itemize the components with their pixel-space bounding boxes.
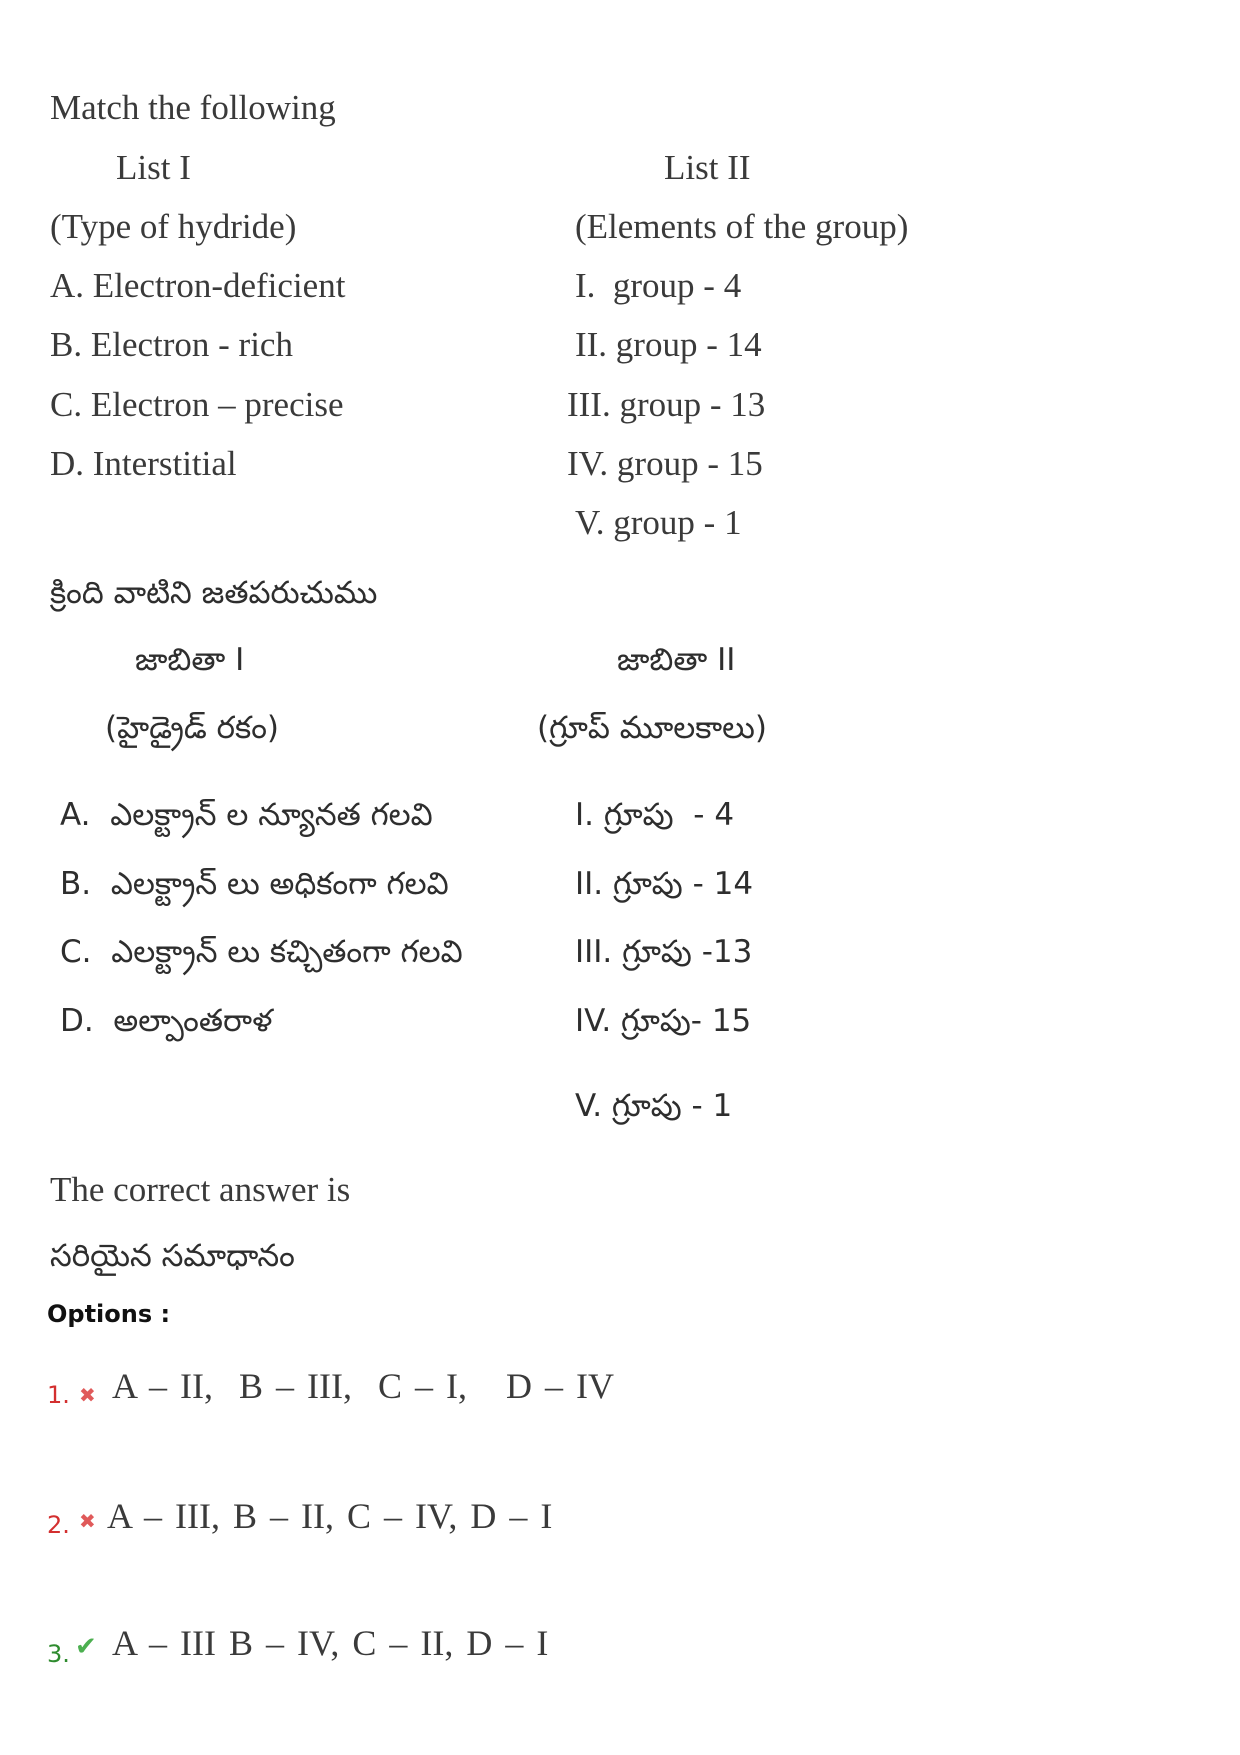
option-text: A – II, B – III, C – I, D – IV	[112, 1366, 614, 1406]
option-number: 3.	[47, 1640, 70, 1668]
option-number: 2.	[47, 1511, 70, 1539]
wrong-mark-icon: ✖	[79, 1509, 96, 1533]
list1-item-b-en: B. Electron - rich	[50, 325, 293, 364]
list2-item-1-te: I. గ్రూపు - 4	[575, 797, 735, 833]
answer-prompt-te: సరియైన సమాధానం	[50, 1238, 295, 1274]
list2-item-3-te: III. గ్రూపు -13	[575, 934, 753, 970]
checkmark-icon: ✔	[75, 1632, 97, 1662]
question-heading-te: క్రింది వాటిని జతపరుచుము	[50, 575, 378, 611]
list1-item-a-te: A. ఎలక్ట్రాన్ ల న్యూనత గలవి	[60, 797, 433, 833]
list2-item-4-te: IV. గ్రూపు- 15	[575, 1003, 752, 1039]
list1-title-te: జాబితా I	[135, 642, 245, 678]
list2-item-2-en: II. group - 14	[575, 325, 762, 364]
list1-item-a-en: A. Electron-deficient	[50, 266, 346, 305]
question-heading-en: Match the following	[50, 88, 336, 127]
list2-subtitle-en: (Elements of the group)	[575, 207, 909, 246]
option-number: 1.	[47, 1381, 70, 1409]
list1-subtitle-en: (Type of hydride)	[50, 207, 297, 246]
list2-item-3-en: III. group - 13	[567, 385, 766, 424]
list2-title-en: List II	[664, 148, 751, 187]
wrong-mark-icon: ✖	[79, 1383, 96, 1407]
list1-item-b-te: B. ఎలక్ట్రాన్ లు అధికంగా గలవి	[60, 866, 449, 902]
option-text: A – III B – IV, C – II, D – I	[112, 1623, 549, 1663]
list2-item-4-en: IV. group - 15	[567, 444, 763, 483]
answer-prompt-en: The correct answer is	[50, 1170, 351, 1209]
list2-subtitle-te: (గ్రూప్ మూలకాలు)	[537, 710, 767, 746]
list1-item-c-en: C. Electron – precise	[50, 385, 344, 424]
list1-title-en: List I	[116, 148, 191, 187]
list2-item-5-en: V. group - 1	[575, 503, 742, 542]
option-text: A – III, B – II, C – IV, D – I	[107, 1496, 553, 1536]
list2-title-te: జాబితా II	[617, 642, 736, 678]
list2-item-5-te: V. గ్రూపు - 1	[575, 1088, 733, 1124]
list2-item-1-en: I. group - 4	[575, 266, 742, 305]
list1-item-d-en: D. Interstitial	[50, 444, 237, 483]
list1-subtitle-te: (హైడ్రైడ్ రకం)	[105, 710, 280, 746]
options-label: Options :	[47, 1300, 171, 1328]
list1-item-c-te: C. ఎలక్ట్రాన్ లు కచ్చితంగా గలవి	[60, 934, 463, 970]
list2-item-2-te: II. గ్రూపు - 14	[575, 866, 754, 902]
list1-item-d-te: D. అల్పాంతరాళ	[60, 1003, 273, 1039]
